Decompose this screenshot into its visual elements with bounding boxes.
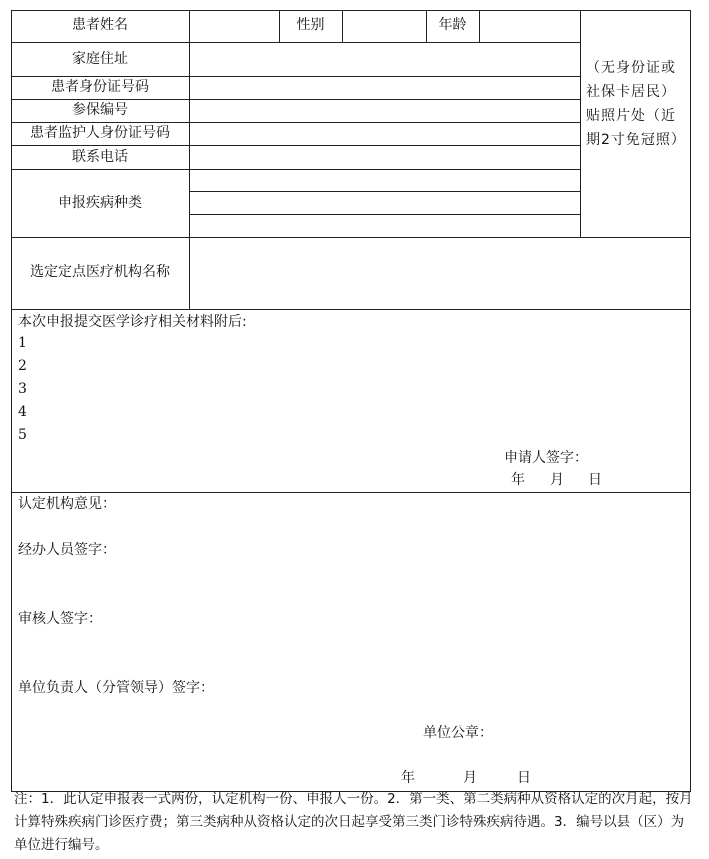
review-date-year: 年 [401, 770, 415, 786]
applicant-date-day: 日 [588, 472, 602, 488]
applicant-date-month: 月 [550, 472, 564, 488]
photo-placeholder-note: （无身份证或社保卡居民）贴照片处（近期2寸免冠照） [586, 60, 686, 148]
institution-field[interactable] [190, 238, 690, 309]
rule [11, 492, 691, 493]
material-item: 5 [18, 427, 27, 443]
applicant-signature-label: 申请人签字： [504, 450, 588, 466]
leader-signature-label: 单位负责人（分管领导）签字： [18, 680, 214, 696]
applicant-date-year: 年 [511, 472, 525, 488]
address-label: 家庭住址 [72, 51, 128, 67]
gender-label: 性别 [296, 17, 325, 33]
material-item: 2 [18, 358, 27, 374]
institution-label: 选定定点医疗机构名称 [30, 264, 170, 280]
disease-type-field-3[interactable] [190, 215, 580, 237]
phone-label: 联系电话 [72, 149, 128, 165]
footnote: 注：1．此认定申报表一式两份，认定机构一份、申报人一份。2．第一类、第二类病种从资格认定的次月起，按月计算特殊疾病门诊医疗费；第三类病种从资格认定的次日起享受第三类门诊特殊疾病待遇。3．编号以县（区）为单位进行编号。 [14, 791, 693, 853]
review-date-day: 日 [517, 770, 531, 786]
guardian-id-field[interactable] [190, 123, 580, 145]
handler-signature-label: 经办人员签字： [18, 542, 116, 558]
table-border-right [690, 10, 691, 792]
opinion-label: 认定机构意见： [18, 496, 116, 512]
age-field[interactable] [480, 11, 580, 42]
rule-v [580, 10, 581, 238]
address-field[interactable] [190, 43, 580, 76]
patient-name-label: 患者姓名 [72, 17, 128, 33]
patient-name-field[interactable] [190, 11, 279, 42]
material-item: 3 [18, 381, 27, 397]
phone-field[interactable] [190, 146, 580, 169]
gender-field[interactable] [343, 11, 426, 42]
age-label: 年龄 [438, 17, 467, 33]
id-number-field[interactable] [190, 77, 580, 99]
insurance-number-field[interactable] [190, 100, 580, 122]
insurance-number-label: 参保编号 [72, 102, 128, 118]
materials-heading: 本次申报提交医学诊疗相关材料附后: [18, 314, 247, 330]
disease-type-label: 申报疾病种类 [58, 195, 142, 211]
disease-type-field-1[interactable] [190, 170, 580, 191]
unit-seal-label: 单位公章： [423, 725, 493, 741]
material-item: 4 [18, 404, 27, 420]
reviewer-signature-label: 审核人签字： [18, 611, 102, 627]
material-item: 1 [18, 335, 27, 351]
review-date-month: 月 [463, 770, 477, 786]
disease-type-field-2[interactable] [190, 192, 580, 214]
guardian-id-label: 患者监护人身份证号码 [30, 125, 170, 141]
id-number-label: 患者身份证号码 [51, 79, 149, 95]
rule [11, 309, 691, 310]
